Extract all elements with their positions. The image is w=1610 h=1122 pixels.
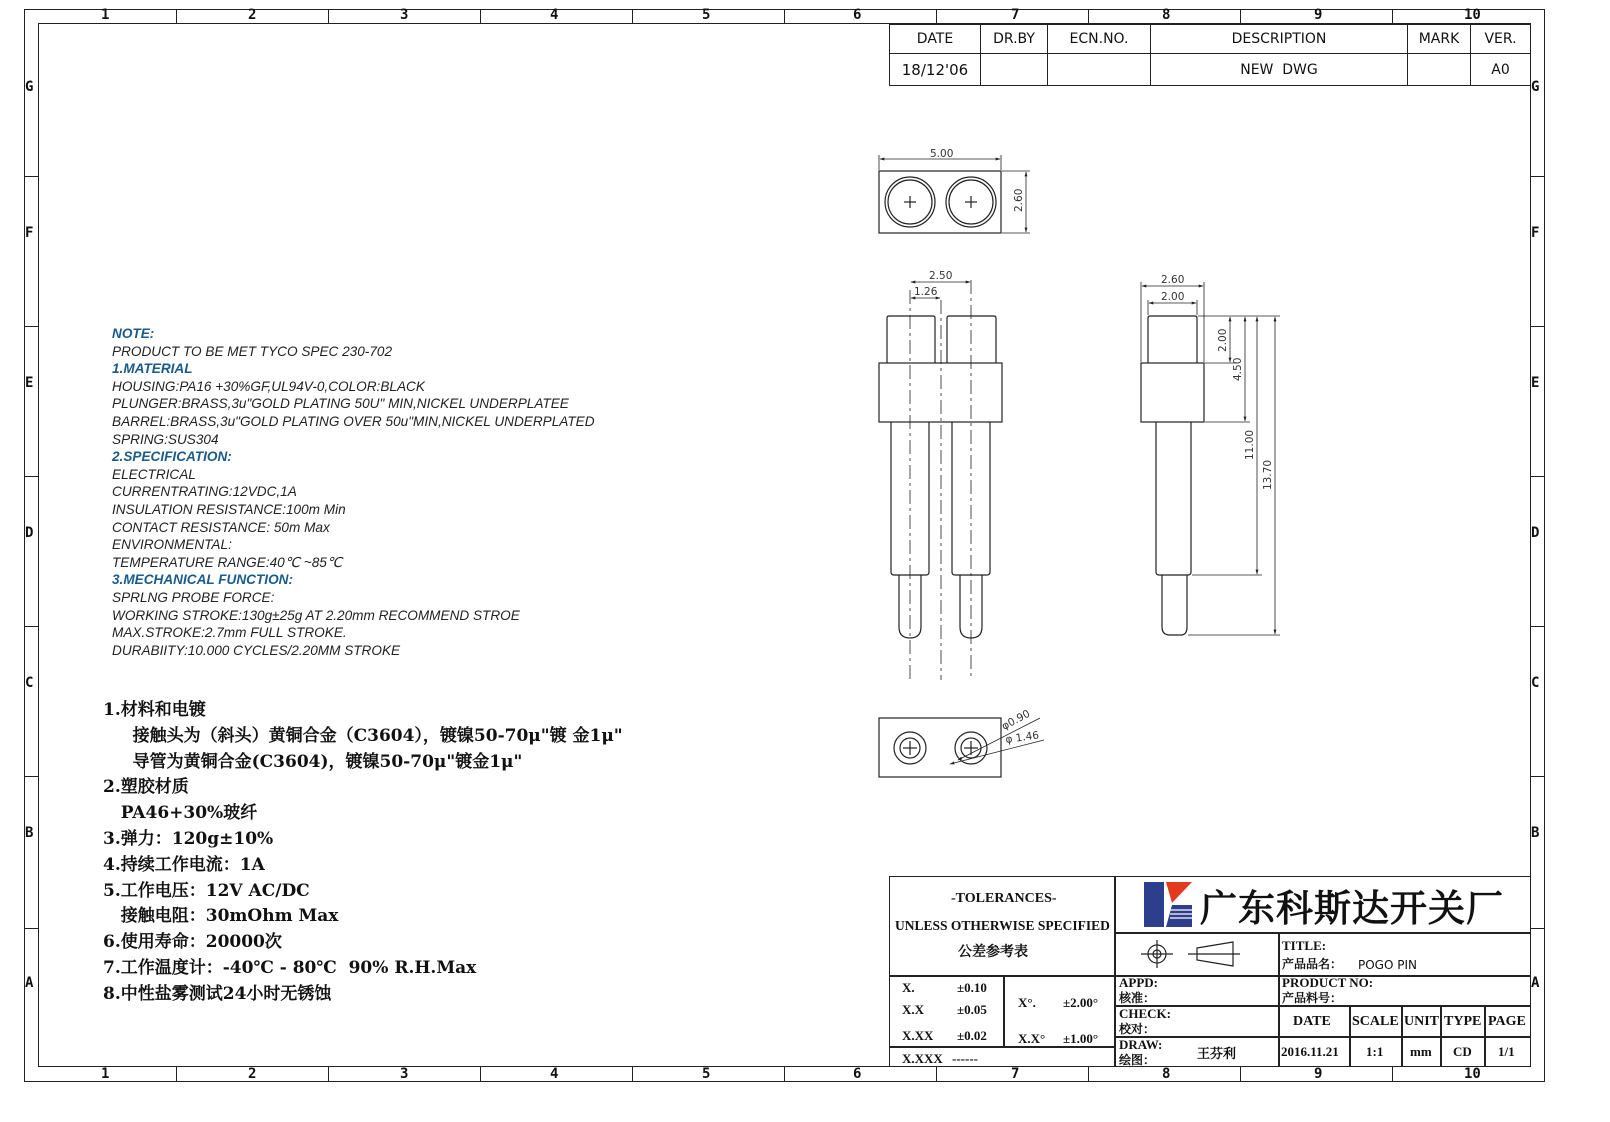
dim-side-h1: 2.00	[1217, 328, 1229, 352]
rev-header-drby: DR.BY	[981, 25, 1048, 54]
note-line: PRODUCT TO BE MET TYCO SPEC 230-702	[112, 343, 392, 359]
chinese-note-line: 接触电阻：30mOhm Max	[103, 906, 339, 927]
note-line: ENVIRONMENTAL:	[112, 537, 232, 553]
tolerances-subtitle: UNLESS OTHERWISE SPECIFIED	[895, 918, 1110, 933]
note-line: CURRENTRATING:12VDC,1A	[112, 484, 297, 500]
zone-row-label: B	[1531, 825, 1540, 841]
zone-column-label: 1	[101, 7, 110, 23]
company-name: 广东科斯达开关厂	[1200, 887, 1504, 930]
tolerances-cn: 公差参考表	[958, 944, 1028, 960]
zone-column-label: 10	[1464, 1066, 1481, 1082]
zone-row-label: G	[1531, 79, 1540, 95]
note-line: PLUNGER:BRASS,3u"GOLD PLATING 50U" MIN,NICKEL UNDERPLATEE	[112, 396, 569, 412]
product-name-value: POGO PIN	[1358, 958, 1417, 972]
note-line: SPRLNG PROBE FORCE:	[112, 589, 275, 605]
note-line: ELECTRICAL	[112, 466, 196, 482]
rev-header-ecn: ECN.NO.	[1048, 25, 1151, 54]
zone-column-label: 5	[702, 1066, 711, 1082]
zone-row-label: E	[1531, 375, 1540, 391]
check-cn: 校对：	[1119, 1022, 1156, 1036]
product-no-cn: 产品料号：	[1282, 991, 1343, 1005]
zone-column-label: 6	[853, 1066, 862, 1082]
zone-row-label: A	[1531, 975, 1540, 991]
notes-block	[112, 325, 595, 659]
info-page: 1/1	[1498, 1044, 1515, 1059]
chinese-note-line: 1.材料和电镀	[103, 700, 206, 720]
zone-column-label: 5	[702, 7, 711, 23]
chinese-note-line: 导管为黄铜合金(C3604)，镀镍50-70μ"镀金1μ"	[103, 751, 523, 772]
zone-row-label: D	[25, 525, 34, 541]
note-line: DURABIITY:10.000 CYCLES/2.20MM STROKE	[112, 642, 401, 658]
zone-column-label: 8	[1162, 7, 1171, 23]
dim-bottom-d2: φ 1.46	[1004, 729, 1040, 746]
dim-front-pitch: 2.50	[929, 270, 953, 282]
ang-row-value: ±2.00°	[1063, 995, 1099, 1010]
info-date: 2016.11.21	[1281, 1044, 1339, 1059]
front-view	[879, 280, 1002, 680]
appd-label: APPD:	[1119, 975, 1158, 990]
zone-row-label: C	[25, 675, 34, 691]
drawer-name: 王芬利	[1197, 1047, 1237, 1062]
zone-row-label: D	[1531, 525, 1540, 541]
zone-column-label: 9	[1314, 1066, 1323, 1082]
tol-row-key: X.XX	[902, 1028, 934, 1043]
note-line: INSULATION RESISTANCE:100m Min	[112, 501, 346, 517]
rev-date: 18/12'06	[890, 54, 981, 86]
note-line: TEMPERATURE RANGE:40℃ ~85℃	[112, 554, 343, 570]
product-no-label: PRODUCT NO:	[1282, 975, 1374, 990]
tol-row-value: ------	[952, 1051, 978, 1066]
chinese-note-line: 4.持续工作电流：1A	[103, 854, 265, 875]
product-name-label: 产品品名：	[1282, 957, 1343, 971]
zone-column-label: 6	[853, 7, 862, 23]
dim-side-width: 2.60	[1161, 274, 1185, 286]
info-scale: 1:1	[1366, 1044, 1384, 1059]
note-heading: 2.SPECIFICATION:	[112, 449, 232, 465]
ang-row-value: ±1.00°	[1063, 1031, 1099, 1046]
zone-row-label: F	[1531, 225, 1540, 241]
note-line: WORKING STROKE:130g±25g AT 2.20mm RECOMMEND STROE	[112, 607, 520, 623]
tol-row-key: X.X	[902, 1002, 925, 1017]
tol-row-value: ±0.10	[957, 980, 987, 995]
note-line: BARREL:BRASS,3u"GOLD PLATING OVER 50u"MIN,NICKEL UNDERPLATED	[112, 413, 595, 429]
draw-cn: 绘图：	[1119, 1053, 1156, 1067]
zone-column-label: 2	[248, 7, 257, 23]
chinese-note-line: PA46+30%玻纤	[103, 803, 258, 824]
note-line: CONTACT RESISTANCE: 50m Max	[112, 519, 330, 535]
zone-column-label: 4	[550, 7, 559, 23]
title-label: TITLE:	[1282, 938, 1327, 953]
info-header-unit: UNIT	[1404, 1014, 1440, 1029]
rev-header-description: DESCRIPTION	[1151, 25, 1408, 54]
zone-column-label: 4	[550, 1066, 559, 1082]
dim-side-h3: 11.00	[1244, 429, 1256, 460]
chinese-note-line: 2.塑胶材质	[103, 777, 189, 798]
zone-row-label: C	[1531, 675, 1540, 691]
zone-column-label: 9	[1314, 7, 1323, 23]
info-type: CD	[1453, 1044, 1472, 1059]
rev-description: NEW DWG	[1151, 54, 1408, 86]
tol-row-key: X.XXX	[902, 1051, 943, 1066]
notes-title: NOTE:	[112, 326, 155, 341]
zone-column-label: 2	[248, 1066, 257, 1082]
zone-row-label: A	[25, 975, 34, 991]
side-view	[1141, 282, 1280, 635]
tol-row-key: X.	[902, 980, 915, 995]
chinese-note-line: 6.使用寿命：20000次	[103, 932, 282, 953]
zone-row-label: B	[25, 825, 34, 841]
top-view	[879, 155, 1030, 233]
tol-row-value: ±0.02	[957, 1028, 987, 1043]
rev-header-ver: VER.	[1471, 25, 1531, 54]
note-line: MAX.STROKE:2.7mm FULL STROKE.	[112, 625, 347, 641]
chinese-note-line: 3.弹力：120g±10%	[103, 828, 274, 849]
dim-front-offset: 1.26	[914, 286, 938, 298]
zone-column-label: 3	[400, 1066, 409, 1082]
dim-side-inner: 2.00	[1161, 291, 1185, 303]
zone-row-label: F	[25, 225, 34, 241]
bottom-view	[879, 718, 1044, 777]
dim-side-h2: 4.50	[1232, 357, 1244, 381]
rev-header-date: DATE	[890, 25, 981, 54]
zone-row-label: E	[25, 375, 34, 391]
zone-column-label: 10	[1464, 7, 1481, 23]
chinese-note-line: 8.中性盐雾测试24小时无锈蚀	[103, 983, 332, 1004]
rev-header-mark: MARK	[1408, 25, 1471, 54]
zone-row-label: G	[25, 79, 34, 95]
check-label: CHECK:	[1119, 1006, 1171, 1021]
zone-column-label: 1	[101, 1066, 110, 1082]
dim-bottom-d1: φ0.90	[999, 707, 1033, 733]
info-header-scale: SCALE	[1352, 1014, 1399, 1029]
info-header-page: PAGE	[1488, 1014, 1526, 1029]
dim-top-width: 5.00	[930, 148, 954, 160]
zone-column-label: 7	[1011, 1066, 1020, 1082]
rev-ver: A0	[1471, 54, 1531, 86]
tol-row-value: ±0.05	[957, 1002, 987, 1017]
note-line: HOUSING:PA16 +30%GF,UL94V-0,COLOR:BLACK	[112, 378, 425, 394]
info-unit: mm	[1410, 1044, 1432, 1059]
chinese-note-line: 7.工作温度计：-40℃ - 80℃ 90% R.H.Max	[103, 957, 477, 978]
zone-column-label: 7	[1011, 7, 1020, 23]
note-heading: 1.MATERIAL	[112, 361, 193, 377]
ang-row-key: X°.	[1018, 995, 1036, 1010]
chinese-note-line: 5.工作电压：12V AC/DC	[103, 880, 310, 901]
info-header-type: TYPE	[1444, 1014, 1482, 1029]
chinese-note-line: 接触头为（斜头）黄铜合金（C3604），镀镍50-70μ"镀 金1μ"	[103, 725, 623, 746]
chinese-notes-block	[103, 698, 623, 1008]
ang-row-key: X.X°	[1018, 1031, 1046, 1046]
note-heading: 3.MECHANICAL FUNCTION:	[112, 572, 293, 588]
zone-column-label: 8	[1162, 1066, 1171, 1082]
appd-cn: 核准：	[1119, 991, 1156, 1005]
zone-column-label: 3	[400, 7, 409, 23]
tolerances-title: -TOLERANCES-	[951, 891, 1057, 906]
draw-label: DRAW:	[1119, 1037, 1163, 1052]
dim-top-height: 2.60	[1013, 188, 1025, 212]
note-line: SPRING:SUS304	[112, 431, 219, 447]
info-header-date: DATE	[1293, 1014, 1331, 1029]
dim-side-h4: 13.70	[1262, 459, 1274, 490]
